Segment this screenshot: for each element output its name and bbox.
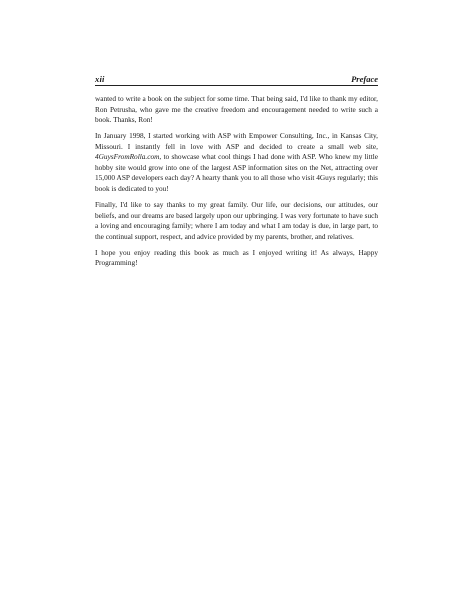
paragraph-asp-history — [95, 131, 378, 195]
paragraph-family-thanks: Finally, I'd like to say thanks to my great family. Our life, our decisions, our attitudes, our beliefs, and our dreams are based largely upon our upbringing. I was very fortunate to have such a loving and encouraging family; where I am today and what I am today is due, in large part, to the continual support, respect, and advice provided by my parents, brother, and relatives. — [95, 199, 378, 241]
paragraph-asp-history-start: In January 1998, I started working with ASP with Empower Consulting, Inc., in Kansas City, Missouri. I instantly fell in love with ASP and decided to create a small web site, — [95, 131, 378, 151]
preface-body — [95, 94, 378, 274]
paragraph-closing: I hope you enjoy reading this book as much as I enjoyed writing it! As always, Happy Programming! — [95, 247, 378, 268]
site-name-4guysfromrolla: 4GuysFromRolla.com — [95, 152, 160, 162]
paragraph-asp-history-end: , to showcase what cool things I had done with ASP. Who knew my little hobby site would grow into one of the largest ASP information sites on the Net, attracting over 15,000 ASP developers each day? A hearty thank you to all those who visit 4Guys regularly; this book is dedicated to you! — [95, 152, 378, 194]
paragraph-continuation: wanted to write a book on the subject for some time. That being said, I'd like to thank my editor, Ron Petrusha, who gave me the creative freedom and encouragement needed to write such a book. Thanks, Ron! — [95, 94, 378, 125]
running-head: Preface — [351, 74, 378, 84]
header-rule — [95, 85, 378, 86]
page-header — [95, 74, 378, 88]
page-number: xii — [95, 74, 105, 84]
